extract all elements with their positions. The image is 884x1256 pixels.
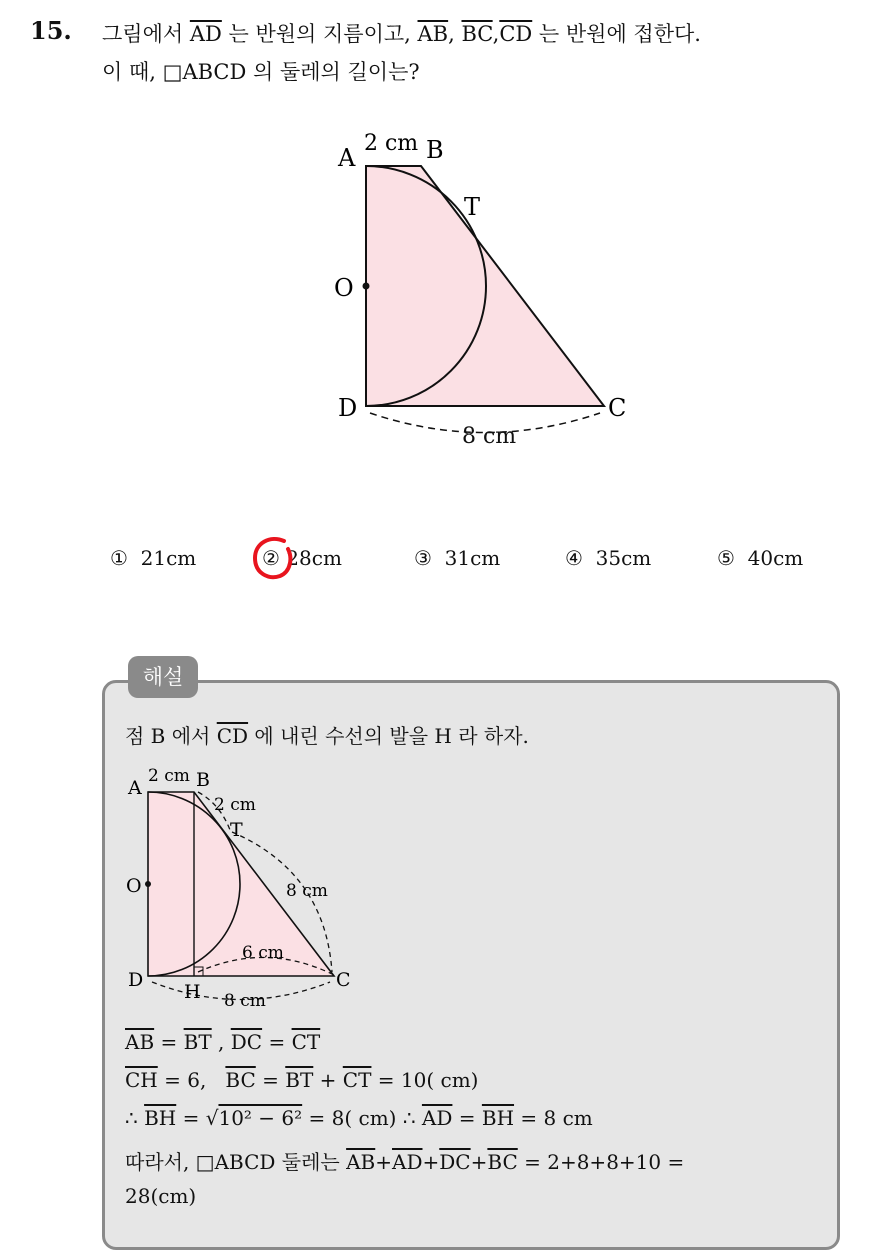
segment: $\overline{CT}$ xyxy=(342,1068,372,1092)
segment-ad: $\overline{AD}$ xyxy=(189,22,222,46)
segment-cd: $\overline{CD}$ xyxy=(499,22,533,46)
segment: $\overline{BC}$ xyxy=(487,1150,518,1174)
choice-3[interactable] xyxy=(414,546,500,570)
label-dc-length: 8 cm xyxy=(224,991,266,1011)
segment: $\overline{BT}$ xyxy=(183,1030,212,1054)
label-b: B xyxy=(426,136,444,164)
solution-line-1 xyxy=(125,1030,320,1054)
text: = 10( cm) xyxy=(371,1068,479,1092)
answer-circle-mark xyxy=(250,535,296,581)
segment-ab: $\overline{AB}$ xyxy=(417,22,449,46)
choice-text: 31cm xyxy=(444,546,501,570)
radicand: 10² − 6² xyxy=(218,1106,303,1130)
choice-4[interactable] xyxy=(565,546,651,570)
segment: $\overline{BC}$ xyxy=(225,1068,256,1092)
sqrt-sign: √ xyxy=(205,1106,219,1130)
text: , xyxy=(492,22,500,46)
text: = xyxy=(176,1106,206,1130)
text: = xyxy=(452,1106,482,1130)
text: + xyxy=(313,1068,343,1092)
segment: $\overline{DC}$ xyxy=(230,1030,263,1054)
label-o: O xyxy=(126,875,142,897)
text: 에 내린 수선의 발을 H 라 하자. xyxy=(248,724,529,748)
label-h: H xyxy=(184,981,201,1003)
segment: $\overline{BH}$ xyxy=(481,1106,515,1130)
segment: $\overline{AD}$ xyxy=(392,1150,423,1174)
text: + xyxy=(375,1150,393,1174)
text: + xyxy=(422,1150,440,1174)
text: 그림에서 xyxy=(102,22,190,46)
choice-mark: ② xyxy=(262,546,280,570)
segment: $\overline{BH}$ xyxy=(144,1106,177,1130)
label-ab-length: 2 cm xyxy=(364,131,419,156)
segment: $\overline{AD}$ xyxy=(421,1106,453,1130)
choice-mark: ① xyxy=(110,546,128,570)
label-a: A xyxy=(128,777,142,799)
solution-intro xyxy=(125,720,529,749)
label-c: C xyxy=(608,394,627,422)
solution-tab-label: 해설 xyxy=(128,656,198,698)
segment: $\overline{DC}$ xyxy=(439,1150,471,1174)
solution-line-2 xyxy=(125,1068,479,1092)
question-figure xyxy=(320,120,650,460)
label-d: D xyxy=(128,969,144,991)
text: , xyxy=(448,22,462,46)
label-ct-length: 8 cm xyxy=(286,881,328,901)
segment: $\overline{CH}$ xyxy=(125,1068,158,1092)
label-o: O xyxy=(334,274,354,302)
text: = xyxy=(255,1068,286,1092)
segment: $\overline{BT}$ xyxy=(285,1068,314,1092)
text: = 8 cm xyxy=(514,1106,593,1130)
label-a: A xyxy=(338,144,356,172)
text: + xyxy=(470,1150,488,1174)
text: 는 반원의 지름이고, xyxy=(221,22,418,46)
text: = 8( cm) ∴ xyxy=(302,1106,422,1130)
label-c: C xyxy=(336,969,351,991)
question-text-line-1 xyxy=(102,18,701,48)
label-hc-length: 6 cm xyxy=(242,943,284,963)
segment-bc: $\overline{BC}$ xyxy=(461,22,493,46)
choice-text: 35cm xyxy=(595,546,652,570)
text: = 6, xyxy=(157,1068,226,1092)
label-t: T xyxy=(230,819,243,841)
choice-5[interactable] xyxy=(717,546,803,570)
text: = xyxy=(154,1030,184,1054)
text: = 2+8+8+10 = xyxy=(517,1150,685,1174)
choice-1[interactable] xyxy=(110,546,196,570)
text: 는 반원에 접한다. xyxy=(532,22,701,46)
label-bt-length: 2 cm xyxy=(214,795,256,815)
segment: $\overline{CT}$ xyxy=(291,1030,321,1054)
question-number: 15. xyxy=(30,16,72,45)
solution-figure xyxy=(120,762,370,1022)
label-dc-length: 8 cm xyxy=(462,424,517,449)
text: 따라서, □ABCD 둘레는 xyxy=(125,1150,347,1174)
choice-text: 28cm xyxy=(286,546,342,570)
label-ab-length: 2 cm xyxy=(148,766,190,786)
segment-cd: $\overline{CD}$ xyxy=(216,724,249,748)
segment: $\overline{AB}$ xyxy=(125,1030,155,1054)
choice-text: 21cm xyxy=(140,546,197,570)
text: 점 B 에서 xyxy=(125,724,217,748)
question-text-line-2: 이 때, □ABCD 의 둘레의 길이는? xyxy=(102,60,420,84)
choice-mark: ④ xyxy=(565,546,583,570)
choice-mark: ⑤ xyxy=(717,546,735,570)
text: ∴ xyxy=(125,1106,145,1130)
solution-line-5: 28(cm) xyxy=(125,1184,197,1208)
label-d: D xyxy=(338,394,358,422)
label-b: B xyxy=(196,769,210,791)
label-t: T xyxy=(464,193,481,221)
choice-mark: ③ xyxy=(414,546,432,570)
segment: $\overline{AB}$ xyxy=(346,1150,376,1174)
center-point-o xyxy=(363,283,370,290)
text: = xyxy=(262,1030,292,1054)
text: , xyxy=(211,1030,231,1054)
solution-line-3 xyxy=(125,1106,593,1130)
choice-text: 40cm xyxy=(747,546,804,570)
solution-line-4 xyxy=(125,1146,684,1175)
center-point-o xyxy=(145,881,151,887)
